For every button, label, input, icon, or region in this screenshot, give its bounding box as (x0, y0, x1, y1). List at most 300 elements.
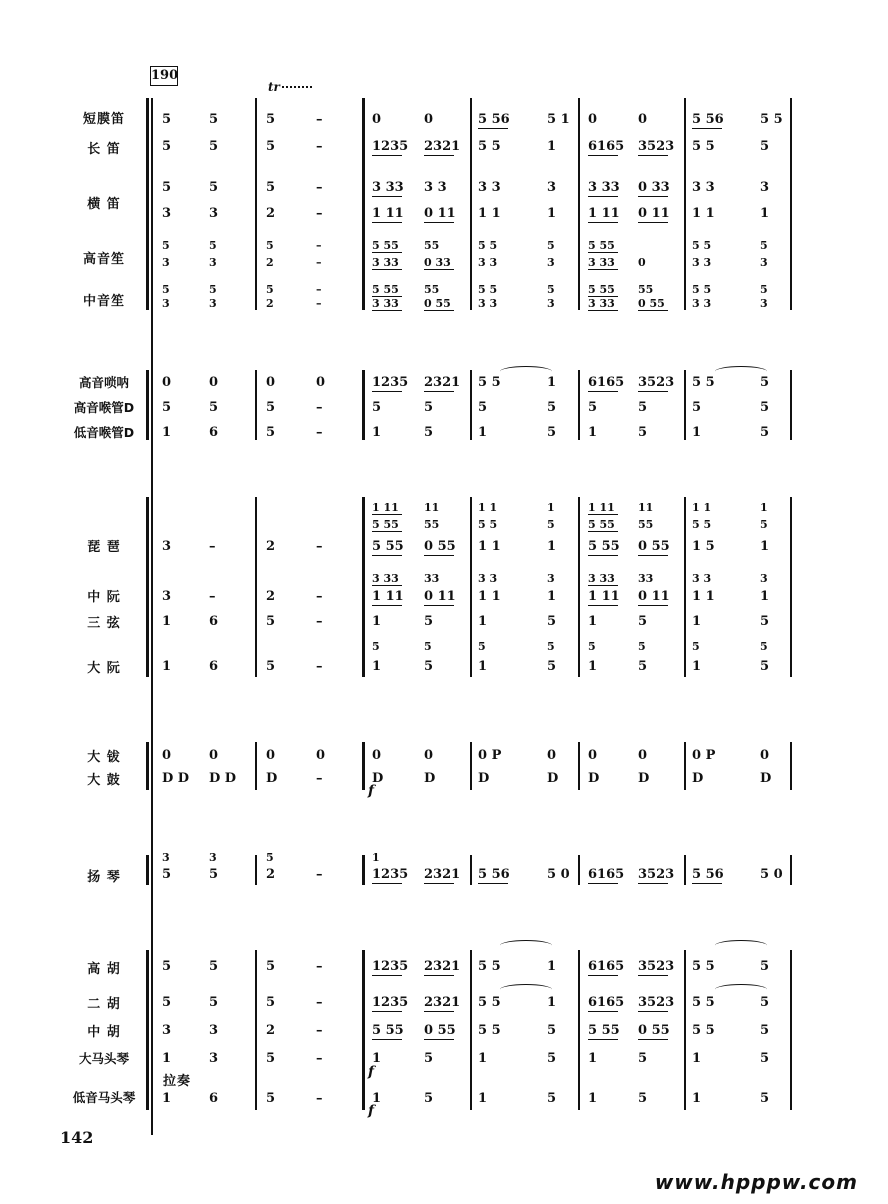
note-hengdi_b-7: 1 (547, 206, 557, 221)
note-diyinmatouqin-0: 1 (162, 1091, 172, 1106)
note-zhongyinsheng_a-9: 55 (638, 283, 654, 296)
note-zhongyinsheng_b-11: 3 (760, 297, 768, 310)
note-hengdi_a-3: – (316, 180, 323, 195)
note-gaohu-2: 5 (266, 959, 276, 974)
beam-changdi-4 (372, 155, 402, 156)
note-pipa_c-7: 1 (547, 539, 557, 554)
note-zhongyinsheng_b-0: 3 (162, 297, 170, 310)
barline-perc-2 (470, 742, 472, 790)
note-zhongruan_b-6: 1 1 (478, 589, 501, 604)
note-yangqin-1: 5 (209, 867, 219, 882)
beam-gaohu-5 (424, 975, 454, 976)
note-gaoyinhouguan-9: 5 (638, 400, 648, 415)
inst-label-dabo: 大 钹 (87, 750, 121, 765)
note-changdi-9: 3523 (638, 139, 675, 154)
beam-gaoyinsheng_b-8 (588, 269, 618, 270)
beam-gaoyinsuona-5 (424, 391, 454, 392)
bracket-bowed (146, 950, 149, 1110)
beam-hengdi_b-8 (588, 222, 618, 223)
note-pipa_a-4: 1 11 (372, 501, 399, 514)
note-changdi-7: 1 (547, 139, 557, 154)
note-yangqin-6: 5 56 (478, 867, 510, 882)
beam-zhonghu-4 (372, 1039, 402, 1040)
barline-plucked-3 (578, 497, 580, 677)
note-erhu-6: 5 5 (478, 995, 501, 1010)
note-changdi-4: 1235 (372, 139, 409, 154)
note-daruan_a-8: 5 (588, 640, 596, 653)
beam-duanmodi-6 (478, 128, 508, 129)
note-gaohu-8: 6165 (588, 959, 625, 974)
note-hengdi_a-1: 5 (209, 180, 219, 195)
barline-suona-4 (684, 370, 686, 440)
note-erhu-5: 2321 (424, 995, 461, 1010)
note-pipa_a-5: 11 (424, 501, 440, 514)
trill-mark: tr (268, 80, 280, 94)
rehearsal-mark: 190 (150, 66, 178, 86)
note-gaoyinhouguan-11: 5 (760, 400, 770, 415)
inst-label-duanmodi: 短膜笛 (82, 112, 125, 127)
beam-pipa_c-5 (424, 555, 454, 556)
note-zhongruan_b-7: 1 (547, 589, 557, 604)
note-gaohu-6: 5 5 (478, 959, 501, 974)
note-zhongruan_b-5: 0 11 (424, 589, 456, 604)
note-hengdi_a-9: 0 33 (638, 180, 670, 195)
note-dagu-0: D D (162, 771, 190, 786)
beam-hengdi_a-8 (588, 196, 618, 197)
beam-yangqin-4 (372, 883, 402, 884)
barline-yangqin-1 (362, 855, 365, 885)
note-duanmodi-2: 5 (266, 112, 276, 127)
note-gaoyinhouguan-5: 5 (424, 400, 434, 415)
inst-label-dagu: 大 鼓 (87, 773, 121, 788)
note-zhonghu-5: 0 55 (424, 1023, 456, 1038)
note-daruan_a-9: 5 (638, 640, 646, 653)
note-pipa_a-11: 1 (760, 501, 768, 514)
note-sanxian-11: 5 (760, 614, 770, 629)
note-pipa_c-9: 0 55 (638, 539, 670, 554)
barline-bowed-0 (255, 950, 257, 1110)
note-hengdi_a-10: 3 3 (692, 180, 715, 195)
note-zhongyinsheng_a-2: 5 (266, 283, 274, 296)
note-zhongyinsheng_a-1: 5 (209, 283, 217, 296)
note-daruan_b-5: 5 (424, 659, 434, 674)
barline-plucked-1 (362, 497, 365, 677)
note-zhongruan_b-10: 1 1 (692, 589, 715, 604)
note-diyinmatouqin-2: 5 (266, 1091, 276, 1106)
beam-hengdi_a-4 (372, 196, 402, 197)
beam-zhongyinsheng_b-4 (372, 310, 402, 311)
note-gaoyinhouguan-4: 5 (372, 400, 382, 415)
note-zhonghu-6: 5 5 (478, 1023, 501, 1038)
note-dabo-7: 0 (547, 748, 557, 763)
note-daruan_b-11: 5 (760, 659, 770, 674)
note-dagu-5: D (424, 771, 436, 786)
note-diyinhouguan-2: 5 (266, 425, 276, 440)
note-pipa_c-8: 5 55 (588, 539, 620, 554)
beam-gaoyinsuona-9 (638, 391, 668, 392)
note-zhongyinsheng_b-7: 3 (547, 297, 555, 310)
note-zhongyinsheng_a-11: 5 (760, 283, 768, 296)
beam-gaohu-8 (588, 975, 618, 976)
note-changdi-8: 6165 (588, 139, 625, 154)
note-dabo-5: 0 (424, 748, 434, 763)
note-changdi-0: 5 (162, 139, 172, 154)
note-pipa_b-5: 55 (424, 518, 440, 531)
barline-plucked-4 (684, 497, 686, 677)
note-pipa_a-8: 1 11 (588, 501, 615, 514)
note-diyinhouguan-10: 1 (692, 425, 702, 440)
inst-label-diyinmatouqin: 低音马头琴 (72, 1090, 136, 1105)
beam-pipa_b-4 (372, 531, 402, 532)
note-dagu-11: D (760, 771, 772, 786)
barline-bowed-3 (578, 950, 580, 1110)
note-zhongruan_b-0: 3 (162, 589, 172, 604)
note-gaoyinsheng_b-3: – (316, 256, 322, 269)
note-duanmodi-10: 5 56 (692, 112, 724, 127)
note-hengdi_a-6: 3 3 (478, 180, 501, 195)
note-zhongyinsheng_a-5: 55 (424, 283, 440, 296)
note-pipa_c-0: 3 (162, 539, 172, 554)
barline-winds-1 (362, 98, 365, 310)
beam-yangqin-6 (478, 883, 508, 884)
note-gaohu-1: 5 (209, 959, 219, 974)
note-changdi-3: – (316, 139, 323, 154)
note-damatouqin-10: 1 (692, 1051, 702, 1066)
note-gaoyinsheng_a-5: 55 (424, 239, 440, 252)
note-hengdi_b-0: 3 (162, 206, 172, 221)
note-zhonghu-3: – (316, 1023, 323, 1038)
beam-hengdi_b-5 (424, 222, 454, 223)
note-dagu-3: – (316, 771, 323, 786)
beam-zhongyinsheng_b-8 (588, 310, 618, 311)
page-number: 142 (60, 1128, 94, 1147)
beam-zhongruan_a-4 (372, 585, 402, 586)
note-zhongruan_b-11: 1 (760, 589, 770, 604)
note-yangqin_top-2: 5 (266, 851, 274, 864)
note-gaohu-3: – (316, 959, 323, 974)
beam-changdi-9 (638, 155, 668, 156)
beam-gaoyinsheng_b-4 (372, 269, 402, 270)
beam-erhu-9 (638, 1011, 668, 1012)
inst-label-gaoyinhouguan: 高音喉管D (73, 400, 135, 415)
inst-label-damatouqin: 大马头琴 (78, 1051, 129, 1066)
note-gaoyinsheng_a-6: 5 5 (478, 239, 498, 252)
note-zhonghu-4: 5 55 (372, 1023, 404, 1038)
note-zhongyinsheng_a-3: – (316, 283, 322, 296)
note-damatouqin-8: 1 (588, 1051, 598, 1066)
slur-suona-1 (500, 366, 552, 377)
note-pipa_c-4: 5 55 (372, 539, 404, 554)
barline-perc-1 (362, 742, 365, 790)
note-gaoyinsheng_b-11: 3 (760, 256, 768, 269)
inst-label-zhongyinsheng: 中音笙 (82, 294, 125, 309)
note-pipa_c-10: 1 5 (692, 539, 715, 554)
note-pipa_c-5: 0 55 (424, 539, 456, 554)
note-diyinmatouqin-11: 5 (760, 1091, 770, 1106)
barline-yangqin-5 (790, 855, 792, 885)
note-pipa_b-11: 5 (760, 518, 768, 531)
note-sanxian-9: 5 (638, 614, 648, 629)
note-yangqin-2: 2 (266, 867, 276, 882)
inst-label-changdi: 长 笛 (87, 142, 121, 157)
note-gaoyinhouguan-3: – (316, 400, 323, 415)
dynamic-forte-diyinmatouqin: f (368, 1103, 375, 1119)
barline-winds-3 (578, 98, 580, 310)
note-zhonghu-1: 3 (209, 1023, 219, 1038)
barline-yangqin-0 (255, 855, 257, 885)
note-pipa_a-10: 1 1 (692, 501, 712, 514)
watermark-text: www.hpppw.com (654, 1170, 858, 1194)
note-zhonghu-2: 2 (266, 1023, 276, 1038)
note-gaoyinsheng_b-7: 3 (547, 256, 555, 269)
beam-hengdi_a-9 (638, 196, 668, 197)
note-duanmodi-0: 5 (162, 112, 172, 127)
note-gaohu-4: 1235 (372, 959, 409, 974)
note-dabo-8: 0 (588, 748, 598, 763)
note-diyinmatouqin-8: 1 (588, 1091, 598, 1106)
barline-winds-2 (470, 98, 472, 310)
bracket-winds (146, 98, 149, 310)
note-pipa_b-7: 5 (547, 518, 555, 531)
note-diyinhouguan-0: 1 (162, 425, 172, 440)
note-gaoyinsuona-6: 5 5 (478, 375, 501, 390)
note-zhongyinsheng_a-10: 5 5 (692, 283, 712, 296)
note-zhongruan_a-6: 3 3 (478, 572, 498, 585)
note-erhu-1: 5 (209, 995, 219, 1010)
note-gaohu-0: 5 (162, 959, 172, 974)
note-hengdi_b-10: 1 1 (692, 206, 715, 221)
barline-perc-0 (255, 742, 257, 790)
note-diyinhouguan-7: 5 (547, 425, 557, 440)
note-duanmodi-4: 0 (372, 112, 382, 127)
note-zhongyinsheng_b-6: 3 3 (478, 297, 498, 310)
note-zhongyinsheng_b-8: 3 33 (588, 297, 615, 310)
note-gaoyinsheng_b-6: 3 3 (478, 256, 498, 269)
note-daruan_a-5: 5 (424, 640, 432, 653)
note-erhu-0: 5 (162, 995, 172, 1010)
beam-pipa_a-4 (372, 514, 402, 515)
note-gaoyinhouguan-2: 5 (266, 400, 276, 415)
barline-perc-3 (578, 742, 580, 790)
note-gaoyinsheng_b-2: 2 (266, 256, 274, 269)
note-sanxian-7: 5 (547, 614, 557, 629)
beam-zhongyinsheng_b-5 (424, 310, 454, 311)
beam-gaoyinsuona-8 (588, 391, 618, 392)
note-pipa_c-1: – (209, 539, 216, 554)
note-gaoyinsuona-7: 1 (547, 375, 557, 390)
beam-zhongruan_a-8 (588, 585, 618, 586)
bracket-suona (146, 370, 149, 440)
inst-label-erhu: 二 胡 (87, 997, 121, 1012)
note-daruan_a-10: 5 (692, 640, 700, 653)
note-zhongruan_a-11: 3 (760, 572, 768, 585)
note-gaoyinsheng_b-0: 3 (162, 256, 170, 269)
note-gaoyinsheng_b-4: 3 33 (372, 256, 399, 269)
note-gaoyinsheng_a-8: 5 55 (588, 239, 615, 252)
inst-label-yangqin: 扬 琴 (87, 870, 121, 885)
note-damatouqin-5: 5 (424, 1051, 434, 1066)
note-daruan_b-2: 5 (266, 659, 276, 674)
barline-plucked-2 (470, 497, 472, 677)
barline-suona-3 (578, 370, 580, 440)
beam-zhonghu-8 (588, 1039, 618, 1040)
note-changdi-11: 5 (760, 139, 770, 154)
note-hengdi_a-8: 3 33 (588, 180, 620, 195)
note-daruan_a-11: 5 (760, 640, 768, 653)
note-diyinmatouqin-9: 5 (638, 1091, 648, 1106)
beam-yangqin-10 (692, 883, 722, 884)
note-diyinhouguan-9: 5 (638, 425, 648, 440)
note-dabo-0: 0 (162, 748, 172, 763)
note-hengdi_b-2: 2 (266, 206, 276, 221)
note-hengdi_b-3: – (316, 206, 323, 221)
note-daruan_a-7: 5 (547, 640, 555, 653)
note-hengdi_a-0: 5 (162, 180, 172, 195)
inst-label-diyinhouguan: 低音喉管D (73, 425, 135, 440)
note-damatouqin-3: – (316, 1051, 323, 1066)
note-zhonghu-0: 3 (162, 1023, 172, 1038)
note-yangqin-11: 5 0 (760, 867, 783, 882)
beam-gaoyinsheng_a-4 (372, 252, 402, 253)
note-gaoyinsheng_b-9: 0 (638, 256, 646, 269)
system-bracket-line (151, 98, 153, 1135)
note-dagu-2: D (266, 771, 278, 786)
note-zhonghu-7: 5 (547, 1023, 557, 1038)
beam-erhu-5 (424, 1011, 454, 1012)
inst-label-sanxian: 三 弦 (87, 616, 121, 631)
note-gaoyinsheng_a-10: 5 5 (692, 239, 712, 252)
note-zhongruan_b-1: – (209, 589, 216, 604)
note-hengdi_a-2: 5 (266, 180, 276, 195)
note-diyinhouguan-8: 1 (588, 425, 598, 440)
note-gaoyinsuona-3: 0 (316, 375, 326, 390)
note-duanmodi-11: 5 5 (760, 112, 783, 127)
note-gaoyinhouguan-0: 5 (162, 400, 172, 415)
note-zhongyinsheng_a-0: 5 (162, 283, 170, 296)
beam-zhongruan_b-5 (424, 605, 454, 606)
barline-yangqin-4 (684, 855, 686, 885)
note-diyinhouguan-5: 5 (424, 425, 434, 440)
beam-zhongruan_b-8 (588, 605, 618, 606)
note-gaoyinsheng_a-3: – (316, 239, 322, 252)
note-duanmodi-9: 0 (638, 112, 648, 127)
note-gaoyinhouguan-1: 5 (209, 400, 219, 415)
note-gaoyinsuona-4: 1235 (372, 375, 409, 390)
note-sanxian-6: 1 (478, 614, 488, 629)
note-yangqin-9: 3523 (638, 867, 675, 882)
note-gaohu-7: 1 (547, 959, 557, 974)
note-damatouqin-4: 1 (372, 1051, 382, 1066)
note-gaoyinsheng_b-1: 3 (209, 256, 217, 269)
note-duanmodi-5: 0 (424, 112, 434, 127)
note-gaohu-11: 5 (760, 959, 770, 974)
note-gaoyinsheng_a-7: 5 (547, 239, 555, 252)
beam-gaoyinsuona-4 (372, 391, 402, 392)
note-erhu-9: 3523 (638, 995, 675, 1010)
beam-duanmodi-10 (692, 128, 722, 129)
note-duanmodi-6: 5 56 (478, 112, 510, 127)
beam-changdi-8 (588, 155, 618, 156)
note-dabo-9: 0 (638, 748, 648, 763)
note-zhongyinsheng_b-4: 3 33 (372, 297, 399, 310)
note-gaoyinsheng_b-8: 3 33 (588, 256, 615, 269)
note-hengdi_a-11: 3 (760, 180, 770, 195)
note-zhongyinsheng_b-5: 0 55 (424, 297, 451, 310)
note-pipa_c-3: – (316, 539, 323, 554)
barline-yangqin-3 (578, 855, 580, 885)
note-sanxian-0: 1 (162, 614, 172, 629)
barline-bowed-2 (470, 950, 472, 1110)
note-zhongruan_a-7: 3 (547, 572, 555, 585)
note-hengdi_a-5: 3 3 (424, 180, 447, 195)
note-erhu-7: 1 (547, 995, 557, 1010)
note-diyinmatouqin-4: 1 (372, 1091, 382, 1106)
note-zhongruan_a-10: 3 3 (692, 572, 712, 585)
note-diyinmatouqin-3: – (316, 1091, 323, 1106)
note-zhongruan_b-4: 1 11 (372, 589, 404, 604)
note-daruan_b-4: 1 (372, 659, 382, 674)
note-gaoyinsheng_b-5: 0 33 (424, 256, 451, 269)
note-hengdi_b-9: 0 11 (638, 206, 670, 221)
note-daruan_a-4: 5 (372, 640, 380, 653)
inst-label-zhongruan: 中 阮 (87, 590, 121, 605)
note-gaoyinhouguan-10: 5 (692, 400, 702, 415)
barline-perc-5 (790, 742, 792, 790)
note-dagu-10: D (692, 771, 704, 786)
beam-pipa_c-8 (588, 555, 618, 556)
note-changdi-6: 5 5 (478, 139, 501, 154)
note-damatouqin-6: 1 (478, 1051, 488, 1066)
note-zhongyinsheng_a-8: 5 55 (588, 283, 615, 296)
note-hengdi_a-4: 3 33 (372, 180, 404, 195)
beam-hengdi_b-9 (638, 222, 668, 223)
note-damatouqin-9: 5 (638, 1051, 648, 1066)
note-hengdi_b-6: 1 1 (478, 206, 501, 221)
note-zhonghu-8: 5 55 (588, 1023, 620, 1038)
note-zhonghu-10: 5 5 (692, 1023, 715, 1038)
note-daruan_b-9: 5 (638, 659, 648, 674)
note-dabo-11: 0 (760, 748, 770, 763)
note-sanxian-5: 5 (424, 614, 434, 629)
inst-label-pipa: 琵 琶 (87, 540, 121, 555)
note-pipa_c-2: 2 (266, 539, 276, 554)
note-zhongyinsheng_a-4: 5 55 (372, 283, 399, 296)
note-daruan_b-7: 5 (547, 659, 557, 674)
note-daruan_b-6: 1 (478, 659, 488, 674)
slur-suona-2 (715, 366, 767, 377)
note-duanmodi-7: 5 1 (547, 112, 570, 127)
note-zhongyinsheng_b-2: 2 (266, 297, 274, 310)
note-gaohu-9: 3523 (638, 959, 675, 974)
note-pipa_b-8: 5 55 (588, 518, 615, 531)
note-sanxian-2: 5 (266, 614, 276, 629)
note-erhu-8: 6165 (588, 995, 625, 1010)
note-dabo-4: 0 (372, 748, 382, 763)
note-hengdi_b-11: 1 (760, 206, 770, 221)
note-zhongyinsheng_b-1: 3 (209, 297, 217, 310)
note-sanxian-10: 1 (692, 614, 702, 629)
note-zhongruan_a-5: 33 (424, 572, 440, 585)
note-hengdi_b-1: 3 (209, 206, 219, 221)
note-zhongruan_a-4: 3 33 (372, 572, 399, 585)
beam-pipa_c-9 (638, 555, 668, 556)
bracket-yangqin (146, 855, 149, 885)
note-gaoyinhouguan-6: 5 (478, 400, 488, 415)
note-diyinmatouqin-5: 5 (424, 1091, 434, 1106)
note-yangqin_top-1: 3 (209, 851, 217, 864)
note-diyinhouguan-4: 1 (372, 425, 382, 440)
note-zhongyinsheng_a-6: 5 5 (478, 283, 498, 296)
